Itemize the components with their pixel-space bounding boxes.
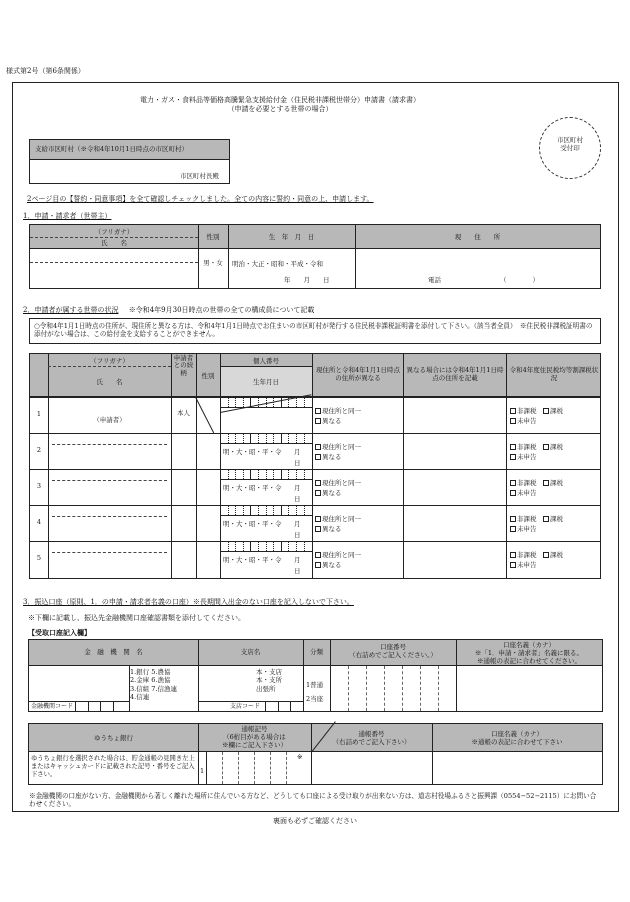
municipality-header-text: 支給市区町村（※令和4年10月1日時点の市区町村） [35, 145, 189, 153]
row-mynumber-cell [250, 541, 251, 551]
same-label: 現住所と同一 [322, 479, 361, 487]
holder-sub2: ※通帳の表記に合わせてください。 [477, 657, 581, 666]
s2-h-birth: 生年月日 [253, 378, 279, 386]
row-mynumber-cell [288, 505, 289, 515]
kind-header: 分類 [310, 648, 323, 656]
branch-kind-3: 出張所 [256, 684, 276, 693]
yucho-kome: ※ [297, 753, 303, 761]
s1-name: 氏 名 [101, 239, 127, 247]
tsucho-kigo-title: 通帳記号 [241, 725, 268, 733]
row-divider [30, 469, 600, 470]
row-mynumber-line [220, 551, 312, 552]
undeclared-label: 未申告 [517, 525, 537, 534]
s2-h-relation: 申請者との続柄 [173, 354, 194, 377]
row-mynumber-cell [228, 541, 229, 551]
row-mynumber-cell [243, 541, 244, 551]
diff-label: 異なる [322, 561, 342, 570]
acct-no-title: 口座番号 [380, 643, 406, 651]
nontax-label: 非課税 [517, 443, 537, 451]
row-mynumber-cell [228, 397, 229, 407]
branch-code-label: 支店コード [230, 703, 261, 710]
bank-code-label: 金融機関コード [31, 703, 74, 710]
acct-kinds [306, 679, 323, 706]
branch-header: 支店名 [240, 648, 261, 656]
stamp-line2: 受付印 [560, 144, 580, 153]
diff-label: 異なる [322, 453, 342, 462]
row-mynumber-cell [235, 541, 236, 551]
s1-phone: 電話 [428, 276, 441, 284]
row-mynumber-cell [304, 397, 305, 407]
row-mynumber-cell [273, 469, 274, 479]
s1-phone-paren: （ ） [500, 276, 539, 284]
checkbox[interactable] [543, 552, 549, 558]
row-mynumber-cell [296, 469, 297, 479]
row-mynumber-cell [258, 541, 259, 551]
row-mynumber-cell [250, 505, 251, 515]
row-mynumber-cell [296, 397, 297, 407]
s2-heading-title: 2．申請者が属する世帯の状況 [23, 306, 119, 314]
checkbox[interactable] [315, 408, 321, 414]
s2-heading [23, 306, 314, 315]
checkbox[interactable] [510, 490, 516, 496]
row-number: 5 [36, 554, 42, 562]
row-furigana-line [52, 552, 167, 553]
checkbox[interactable] [510, 418, 516, 424]
row-mynumber-cell [228, 469, 229, 479]
s2-notice: ○令和4年1月1日時点の住所が、現住所と異なる方は、令和4年1月1日時点でお住まいの市区町村が発行する住民税非課税証明書を添付して下さい。（該当者全員） ※住民税非課税証明書の添付がない場合は、この給付金を支給することができません。 [29, 318, 601, 344]
row-number: 1 [36, 410, 42, 418]
bank-type-1: 1.銀行 5.農協 [130, 668, 171, 676]
s2-h-furigana: （フリガナ） [90, 357, 129, 365]
municipality-addressee: 市区町村長殿 [180, 172, 219, 180]
checkbox[interactable] [315, 418, 321, 424]
row-divider [30, 433, 600, 434]
row-tax-check[interactable] [510, 478, 563, 498]
row-mynumber-cell [281, 469, 282, 479]
row-addr-check[interactable] [315, 442, 361, 462]
s1-birth: 生 年 月 日 [268, 233, 315, 241]
s2-h-addr2: 異なる場合には令和4年1月1日時点の住所を記載 [406, 366, 504, 383]
acct-no-sub: （右詰めでご記入ください。） [349, 651, 437, 660]
tax-label: 課税 [550, 515, 563, 523]
branch-kinds [256, 668, 282, 693]
row-addr-check[interactable] [315, 550, 361, 570]
bank-name-header: 金 融 機 関 名 [84, 648, 143, 656]
s3-heading: 3．振込口座（原則、1．の申請・請求者名義の口座）※長期間入出金のない口座を記入しないで下さい。 [23, 598, 354, 606]
bank-types [130, 668, 177, 702]
row-mynumber-cell [258, 397, 259, 407]
row-mynumber-cell [258, 433, 259, 443]
row-mynumber-cell [258, 469, 259, 479]
row-mynumber-cell [266, 469, 267, 479]
s2-heading-note: ※令和4年9月30日時点の世帯の全ての構成員について記載 [128, 306, 315, 314]
row-mynumber-cell [235, 433, 236, 443]
form-title-line2: （申請を必要とする世帯の場合） [227, 104, 333, 113]
s2-h-tax: 令和4年度住民税均等割課税状況 [509, 366, 599, 383]
tsucho-kigo-header [198, 725, 311, 749]
row-mynumber-cell [266, 505, 267, 515]
acct-no-header [330, 643, 456, 659]
row-addr-check[interactable] [315, 514, 361, 534]
reception-stamp [539, 117, 601, 179]
s2-h-addr1: 現住所と令和4年1月1日時点の住所が異なる [316, 366, 400, 383]
s1-furigana: （フリガナ） [94, 228, 134, 236]
tsucho-bango-header [311, 730, 432, 746]
row-furigana-line [52, 516, 167, 517]
row-mynumber-cell [250, 433, 251, 443]
same-label: 現住所と同一 [322, 407, 361, 415]
row-mynumber-cell [273, 397, 274, 407]
s1-ymd: 年 月 日 [284, 276, 330, 284]
holder2-header [432, 730, 602, 746]
row-mynumber-line [220, 479, 312, 480]
nontax-label: 非課税 [517, 515, 537, 523]
row-mynumber-cell [288, 397, 289, 407]
same-label: 現住所と同一 [322, 515, 361, 523]
s1-address: 現 住 所 [454, 233, 501, 241]
tsucho-bango-sub: （右詰めでご記入下さい） [332, 738, 411, 747]
checkbox[interactable] [315, 480, 321, 486]
diff-label: 異なる [322, 525, 342, 534]
checkbox[interactable] [315, 490, 321, 496]
stamp-line1: 市区町村 [557, 136, 583, 144]
row-era: 明・大・昭・平・令 [223, 448, 282, 456]
undeclared-label: 未申告 [517, 417, 537, 426]
row-mynumber-cell [273, 505, 274, 515]
row-tax-check[interactable] [510, 442, 563, 462]
row-mynumber-cell [235, 469, 236, 479]
checkbox[interactable] [315, 562, 321, 568]
row-mynumber-cell [288, 433, 289, 443]
row-addr-check[interactable] [315, 406, 361, 426]
acct-kind-1: 1普通 [306, 681, 324, 689]
tsucho-kigo-sub2: ※欄にご記入下さい） [222, 741, 287, 750]
row-mynumber-cell [266, 541, 267, 551]
row-mynumber-cell [304, 505, 305, 515]
row-tax-check[interactable] [510, 514, 563, 534]
row-mynumber-cell [273, 541, 274, 551]
agreement-text: 2ページ目の【誓約・同意事項】を全て確認しチェックしました。全ての内容に誓約・同意の上、申請します。 [27, 195, 374, 203]
checkbox[interactable] [315, 444, 321, 450]
row-day: 日 [294, 495, 301, 503]
s2-h-sex: 性別 [201, 372, 215, 380]
branch-kind-1: 本・支店 [256, 668, 282, 676]
yucho-note: ゆうちょ銀行を選択された場合は、貯金通帳の見開き左上またはキャッシュカードに記載された記号・番号をご記入下さい。 [31, 755, 195, 778]
row-mynumber-cell [235, 505, 236, 515]
s1-heading: 1．申請・請求者（世帯主） [23, 212, 112, 220]
row-mynumber-cell [266, 433, 267, 443]
nontax-label: 非課税 [517, 479, 537, 487]
form-title [60, 96, 500, 114]
checkbox[interactable] [510, 526, 516, 532]
municipality-header [30, 140, 229, 160]
row-number: 4 [36, 518, 42, 526]
row-mynumber-cell [243, 505, 244, 515]
tsucho-bango-title: 通帳番号 [358, 730, 385, 738]
bank-type-3: 3.信組 7.信漁連 [130, 684, 177, 693]
diff-label: 異なる [322, 489, 342, 498]
checkbox[interactable] [315, 526, 321, 532]
bank-type-4: 4.信連 [130, 693, 150, 702]
s1-eras: 明治・大正・昭和・平成・令和 [232, 260, 323, 268]
row-era: 明・大・昭・平・令 [223, 556, 282, 564]
row-mynumber-line [220, 443, 312, 444]
row-day: 日 [294, 531, 301, 539]
row-mynumber-cell [304, 541, 305, 551]
row-mynumber-cell [235, 397, 236, 407]
checkbox[interactable] [510, 562, 516, 568]
back-note: 裏面も必ずご確認ください [273, 817, 357, 825]
tax-label: 課税 [550, 551, 563, 559]
row-month: 月 [294, 556, 301, 564]
row-tax-check[interactable] [510, 550, 563, 570]
row-mynumber-cell [243, 433, 244, 443]
same-label: 現住所と同一 [322, 443, 361, 451]
row-divider [30, 541, 600, 542]
checkbox[interactable] [315, 552, 321, 558]
nontax-label: 非課税 [517, 407, 537, 415]
row-divider [30, 397, 600, 398]
holder2-title: 口座名義（カナ） [491, 730, 543, 738]
acct-kind-2: 2当座 [306, 694, 324, 703]
holder-sub1: ※「1．申請・請求者」名義に限る。 [474, 649, 584, 658]
row-day: 日 [294, 567, 301, 575]
row-month: 月 [294, 484, 301, 492]
yucho-one: 1 [200, 767, 205, 775]
footer-note: ※金融機関の口座がない方、金融機関から著しく離れた場所に住んでいる方など、どうしても口座による受け取りが出来ない方は、道志村役場ふるさと振興課（0554−52−2115）にお問い合わせください。 [29, 792, 597, 809]
checkbox[interactable] [315, 516, 321, 522]
row-mynumber-cell [296, 505, 297, 515]
nontax-label: 非課税 [517, 551, 537, 559]
undeclared-label: 未申告 [517, 561, 537, 570]
tsucho-kigo-sub1: （6桁目がある場合は [223, 733, 286, 742]
row-mynumber-cell [250, 397, 251, 407]
bank-type-2: 2.金庫 6.漁協 [130, 676, 171, 685]
row-era: 明・大・昭・平・令 [223, 520, 282, 528]
same-label: 現住所と同一 [322, 551, 361, 559]
tax-label: 課税 [550, 479, 563, 487]
row-mynumber-cell [304, 433, 305, 443]
diff-label: 異なる [322, 417, 342, 426]
undeclared-label: 未申告 [517, 489, 537, 498]
row-mynumber-cell [258, 505, 259, 515]
checkbox[interactable] [510, 480, 516, 486]
row-furigana-line [52, 480, 167, 481]
checkbox[interactable] [543, 444, 549, 450]
row-mynumber-cell [281, 541, 282, 551]
row-mynumber-cell [273, 433, 274, 443]
tax-label: 課税 [550, 407, 563, 415]
holder-title: 口座名義（カナ） [503, 641, 555, 649]
holder2-sub: ※通帳の表記に合わせて下さい [471, 738, 563, 747]
s3-note: ※下欄に記載し、振込先金融機関口座確認書類を添付してください。 [28, 614, 245, 622]
row-number: 2 [36, 446, 42, 454]
yucho-header: ゆうちょ銀行 [94, 734, 133, 742]
row-month: 月 [294, 520, 301, 528]
row-number: 3 [36, 482, 42, 490]
row-mynumber-cell [243, 397, 244, 407]
row-mynumber-cell [288, 469, 289, 479]
s1-sex: 性別 [206, 233, 220, 241]
row-honnin: 本人 [177, 409, 190, 417]
holder-header [456, 641, 602, 665]
checkbox[interactable] [510, 516, 516, 522]
s2-h-name: 氏 名 [96, 378, 123, 386]
row-mynumber-cell [228, 505, 229, 515]
form-number: 様式第2号（第6条関係） [6, 67, 85, 75]
row-mynumber-cell [296, 433, 297, 443]
row-divider [30, 505, 600, 506]
row-era: 明・大・昭・平・令 [223, 484, 282, 492]
row-mynumber-cell [250, 469, 251, 479]
row-mynumber-cell [228, 433, 229, 443]
form-title-line1: 電力・ガス・食料品等価格高騰緊急支援給付金（住民税非課税世帯分）申請書（請求書） [140, 96, 420, 104]
s1-sex-options: 男・女 [203, 259, 223, 267]
row-mynumber-cell [281, 433, 282, 443]
s2-h-mynumber: 個人番号 [253, 357, 279, 365]
row-mynumber-cell [243, 469, 244, 479]
row-day: 日 [294, 459, 301, 467]
row-mynumber-cell [296, 541, 297, 551]
checkbox[interactable] [543, 516, 549, 522]
row-applicant: （申請者） [93, 416, 126, 424]
checkbox[interactable] [315, 454, 321, 460]
row-mynumber-line [220, 515, 312, 516]
row-mynumber-cell [288, 541, 289, 551]
row-mynumber-cell [281, 397, 282, 407]
row-mynumber-line [220, 407, 312, 408]
undeclared-label: 未申告 [517, 453, 537, 462]
row-mynumber-cell [304, 469, 305, 479]
checkbox[interactable] [510, 552, 516, 558]
checkbox[interactable] [510, 408, 516, 414]
row-addr-check[interactable] [315, 478, 361, 498]
branch-kind-2: 本・支所 [256, 676, 282, 685]
checkbox[interactable] [510, 454, 516, 460]
checkbox[interactable] [543, 480, 549, 486]
checkbox[interactable] [543, 408, 549, 414]
row-month: 月 [294, 448, 301, 456]
row-mynumber-cell [266, 397, 267, 407]
row-tax-check[interactable] [510, 406, 563, 426]
row-furigana-line [52, 444, 167, 445]
s3-label: 【受取口座記入欄】 [28, 628, 91, 637]
tax-label: 課税 [550, 443, 563, 451]
checkbox[interactable] [510, 444, 516, 450]
row-mynumber-cell [281, 505, 282, 515]
